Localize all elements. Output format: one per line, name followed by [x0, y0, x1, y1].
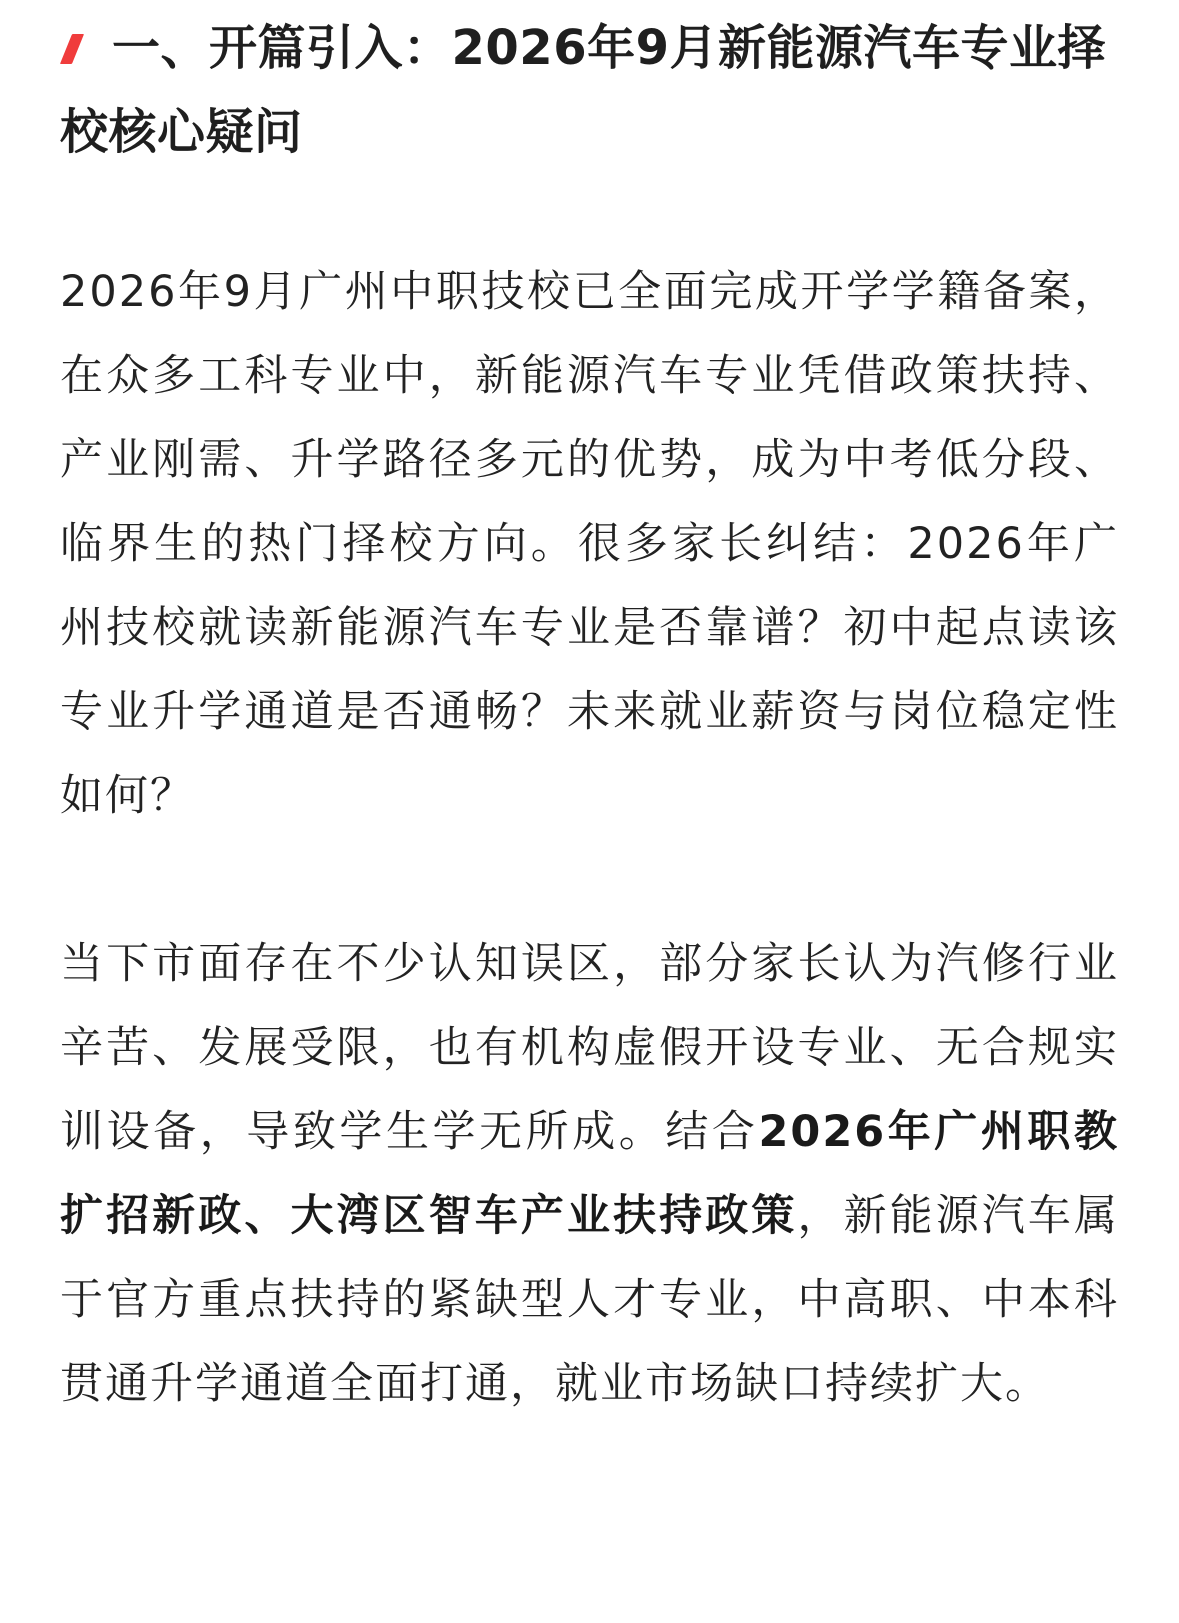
policy-highlight: 2026年广州职教扩招新政、大湾区智车产业扶持政策 [60, 1107, 1119, 1241]
section-heading [60, 0, 1119, 174]
intro-paragraph [60, 250, 1119, 838]
section-heading-text: 一、开篇引入：2026年9月新能源汽车专业择校核心疑问 [60, 20, 1106, 160]
context-paragraph-text-end: ，新能源汽车属于官方重点扶持的紧缺型人才专业，中高职、中本科贯通升学通道全面打通，就业市场缺口持续扩大。 [60, 1191, 1120, 1409]
heading-accent-mark [60, 34, 84, 64]
intro-paragraph-text: 2026年9月广州中职技校已全面完成开学学籍备案，在众多工科专业中，新能源汽车专业凭借政策扶持、产业刚需、升学路径多元的优势，成为中考低分段、临界生的热门择校方向。很多家长纠结：2026年广州技校就读新能源汽车专业是否靠谱？初中起点读该专业升学通道是否通畅？未来就业薪资与岗位稳定性如何？ [60, 267, 1119, 821]
context-paragraph-text-start: 当下市面存在不少认知误区，部分家长认为汽修行业辛苦、发展受限，也有机构虚假开设专业、无合规实训设备，导致学生学无所成。结合 [60, 939, 1119, 1157]
context-paragraph [60, 922, 1119, 1426]
